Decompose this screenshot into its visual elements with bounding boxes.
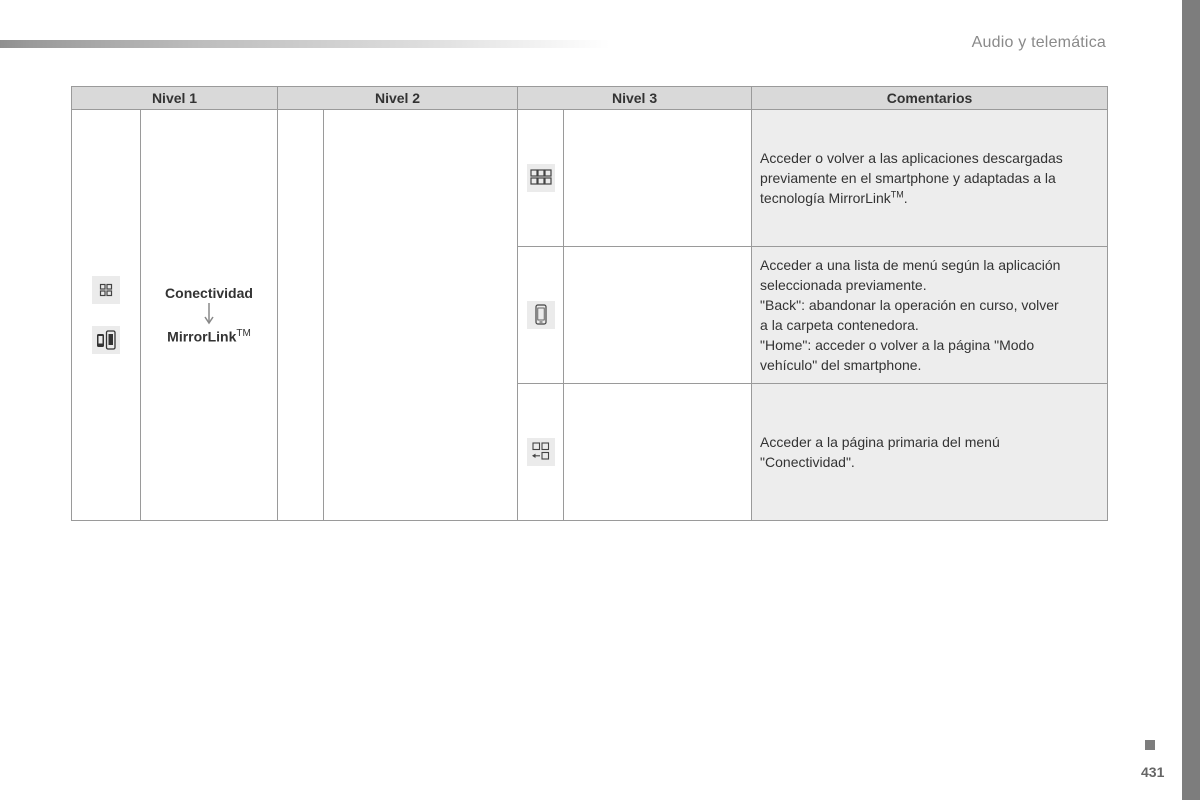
phone-connect-icon xyxy=(92,326,120,354)
level1-label-cell xyxy=(141,110,278,521)
back-to-menu-icon xyxy=(527,438,555,466)
comment-line: tecnología MirrorLink™. xyxy=(760,189,908,206)
comment-line: vehículo" del smartphone. xyxy=(760,357,922,373)
column-header-comentarios: Comentarios xyxy=(752,87,1108,110)
comment-line: "Home": acceder o volver a la página "Modo xyxy=(760,337,1035,353)
comment-cell xyxy=(752,110,1108,247)
comment-line: Acceder o volver a las aplicaciones descargadas xyxy=(760,150,1063,166)
comment-line: seleccionada previamente. xyxy=(760,277,927,293)
level1-icon-cell xyxy=(72,110,141,521)
comment-line: a la carpeta contenedora. xyxy=(760,317,919,333)
page-number: 431 xyxy=(1141,764,1165,780)
comment-line: Acceder a una lista de menú según la aplicación xyxy=(760,257,1061,273)
table-row xyxy=(72,110,1108,247)
level3-label-cell xyxy=(564,384,752,521)
decorative-top-bar xyxy=(0,40,610,48)
level3-icon-cell xyxy=(518,384,564,521)
level2-icon-cell xyxy=(278,110,324,521)
comment-line: "Conectividad". xyxy=(760,454,855,470)
comment-line: Acceder a la página primaria del menú xyxy=(760,434,1000,450)
column-header-nivel-1: Nivel 1 xyxy=(72,87,278,110)
comment-line: "Back": abandonar la operación en curso, volver xyxy=(760,297,1059,313)
level3-label-cell xyxy=(564,247,752,384)
arrow-down-icon xyxy=(203,303,215,325)
page-edge-strip xyxy=(1182,0,1200,800)
smartphone-icon xyxy=(527,301,555,329)
comment-line: previamente en el smartphone y adaptadas a la xyxy=(760,170,1056,186)
column-header-nivel-3: Nivel 3 xyxy=(518,87,752,110)
section-title: Audio y telemática xyxy=(971,34,1106,51)
apps-grid-icon xyxy=(527,164,555,192)
level2-label-cell xyxy=(324,110,518,521)
menu-table xyxy=(71,86,1108,521)
page-marker-square xyxy=(1145,740,1155,750)
level3-icon-cell xyxy=(518,247,564,384)
column-header-nivel-2: Nivel 2 xyxy=(278,87,518,110)
conectividad-label: Conectividad xyxy=(165,284,253,301)
comment-cell xyxy=(752,247,1108,384)
level3-icon-cell xyxy=(518,110,564,247)
mirrorlink-label: MirrorLink™ xyxy=(167,327,251,345)
comment-cell xyxy=(752,384,1108,521)
level3-label-cell xyxy=(564,110,752,247)
table-header-row xyxy=(72,87,1108,110)
grid-four-icon xyxy=(92,276,120,304)
